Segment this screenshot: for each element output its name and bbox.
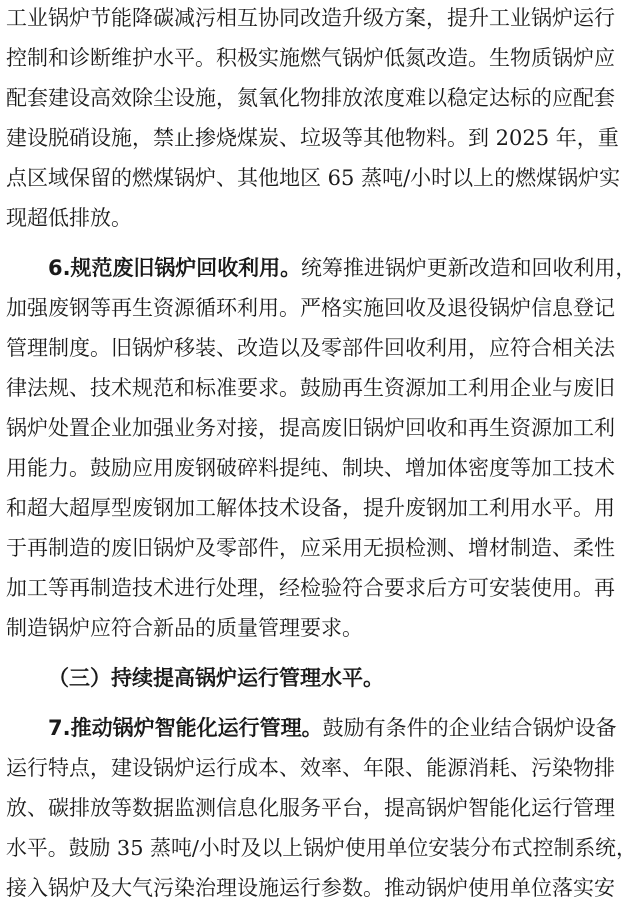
section-6-line-6: 用能力。鼓励应用废钢破碎料提纯、制块、增加体密度等加工技术 bbox=[6, 456, 615, 480]
section-7-line-4: 水平。鼓励 35 蒸吨/小时及以上锅炉使用单位安装分布式控制系统， bbox=[6, 836, 637, 860]
paragraph-1-line-4: 建设脱硝设施，禁止掺烧煤炭、垃圾等其他物料。到 2025 年，重 bbox=[6, 126, 619, 150]
paragraph-1-line-2: 控制和诊断维护水平。积极实施燃气锅炉低氮改造。生物质锅炉应 bbox=[6, 46, 615, 70]
section-6-heading: 6.规范废旧锅炉回收利用。 bbox=[48, 256, 302, 280]
paragraph-1-line-6: 现超低排放。 bbox=[6, 206, 132, 230]
section-7-first-line-text: 鼓励有条件的企业结合锅炉设备 bbox=[322, 716, 617, 740]
paragraph-1-line-3: 配套建设高效除尘设施，氮氧化物排放浓度难以稳定达标的应配套 bbox=[6, 86, 615, 110]
section-6-line-4: 律法规、技术规范和标准要求。鼓励再生资源加工利用企业与废旧 bbox=[6, 376, 615, 400]
section-6-line-3: 管理制度。旧锅炉移装、改造以及零部件回收利用，应符合相关法 bbox=[6, 336, 615, 360]
section-6-line-9: 加工等再制造技术进行处理，经检验符合要求后方可安装使用。再 bbox=[6, 576, 615, 600]
section-6-line-5: 锅炉处置企业加强业务对接，提高废旧锅炉回收和再生资源加工利 bbox=[6, 416, 615, 440]
section-3-heading-text: （三）持续提高锅炉运行管理水平。 bbox=[48, 666, 384, 690]
section-6-first-line-text: 统筹推进锅炉更新改造和回收利用， bbox=[301, 256, 637, 280]
paragraph-1-line-5: 点区域保留的燃煤锅炉、其他地区 65 蒸吨/小时以上的燃煤锅炉实 bbox=[6, 166, 621, 190]
section-6-line-8: 于再制造的废旧锅炉及零部件，应采用无损检测、增材制造、柔性 bbox=[6, 536, 615, 560]
section-6-line-10: 制造锅炉应符合新品的质量管理要求。 bbox=[6, 616, 363, 640]
section-6-first-line bbox=[48, 253, 636, 283]
section-7-line-5: 接入锅炉及大气污染治理设施运行参数。推动锅炉使用单位落实安 bbox=[6, 876, 615, 900]
section-3-heading bbox=[48, 663, 384, 693]
paragraph-1-line-1: 工业锅炉节能降碳减污相互协同改造升级方案，提升工业锅炉运行 bbox=[6, 6, 615, 30]
section-6-line-2: 加强废钢等再生资源循环利用。严格实施回收及退役锅炉信息登记 bbox=[6, 296, 615, 320]
section-7-heading: 7.推动锅炉智能化运行管理。 bbox=[48, 716, 323, 740]
section-7-line-3: 放、碳排放等数据监测信息化服务平台，提高锅炉智能化运行管理 bbox=[6, 796, 615, 820]
section-7-first-line bbox=[48, 713, 617, 743]
section-6-line-7: 和超大超厚型废钢加工解体技术设备，提升废钢加工利用水平。用 bbox=[6, 496, 615, 520]
section-7-line-2: 运行特点，建设锅炉运行成本、效率、年限、能源消耗、污染物排 bbox=[6, 756, 615, 780]
